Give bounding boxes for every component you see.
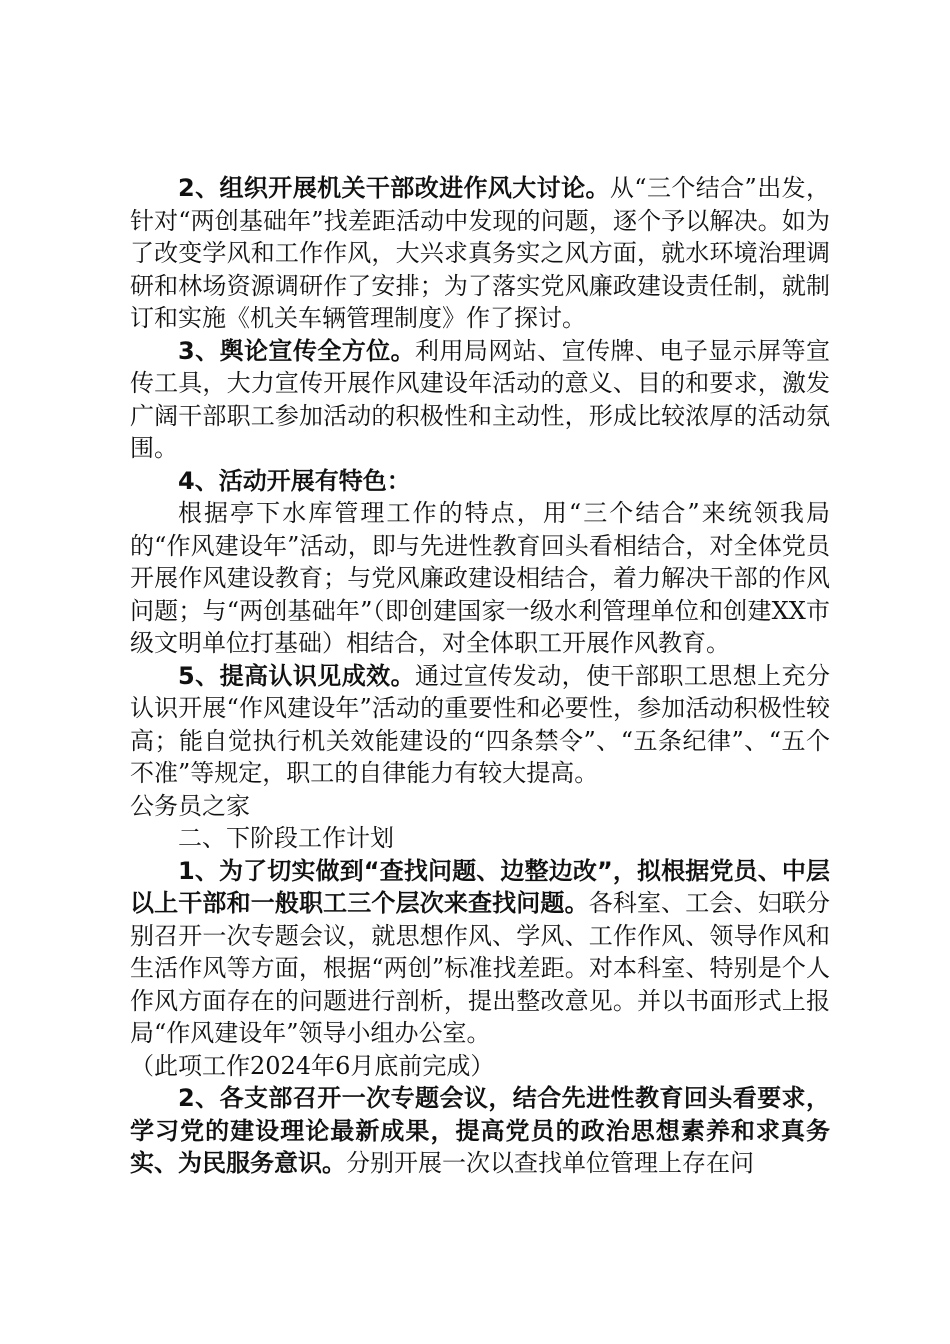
text-features: 根据亭下水库管理工作的特点，用“三个结合”来统领我局的“作风建设年”活动，即与先进性教育回头看相结合，对全体党员开展作风建设教育；与党风廉政建设相结合，着力解决干部的作风问题；与“两创基础年”（即创建国家一级水利管理单位和创建XX市级文明单位打基础）相结合，对全体职工开展作风教育。 [130,499,830,657]
heading-publicity: 3、舆论宣传全方位。 [178,336,416,365]
heading-plan-2: 2、各支部召开一次专题会议，结合先进性教育回头看要求，学习党的建设理论最新成果，提高党员的政治思想素养和求真务实、为民服务意识。 [130,1084,830,1177]
paragraph-plan-2 [130,1082,830,1180]
paragraph-features [130,497,830,660]
paragraph-source-note [130,790,830,823]
paragraph-publicity [130,335,830,465]
text-section-title: 二、下阶段工作计划 [178,824,394,852]
heading-plan-1: 1、为了切实做到“查找问题、边整边改”，拟根据党员、中层以上干部和一般职工三个层次来查找问题。 [130,856,830,917]
text-discussion: 从“三个结合”出发，针对“两创基础年”找差距活动中发现的问题，逐个予以解决。如为了改变学风和工作作风，大兴求真务实之风方面，就水环境治理调研和林场资源调研作了安排；为了落实党风廉政建设责任制，就制订和实施《机关车辆管理制度》作了探讨。 [130,174,830,332]
text-plan-1: 各科室、工会、妇联分别召开一次专题会议，就思想作风、学风、工作作风、领导作风和生活作风等方面，根据“两创”标准找差距。对本科室、特别是个人作风方面存在的问题进行剖析，提出整改意见。并以书面形式上报局“作风建设年”领导小组办公室。 [130,889,831,1047]
heading-results: 5、提高认识见成效。 [178,661,416,690]
text-source-note: 公务员之家 [130,791,250,820]
text-publicity: 利用局网站、宣传牌、电子显示屏等宣传工具，大力宣传开展作风建设年活动的意义、目的和要求，激发广阔干部职工参加活动的积极性和主动性，形成比较浓厚的活动氛围。 [130,336,830,462]
paragraph-plan-1 [130,855,830,1050]
text-plan-2: 分别开展一次以查找单位管理上存在问 [346,1149,754,1177]
text-deadline-note: （此项工作2024年6月底前完成） [130,1051,495,1080]
paragraph-deadline-note [130,1050,830,1083]
paragraph-features-heading [130,465,830,498]
document-page [130,172,830,1180]
paragraph-results [130,660,830,790]
heading-features: 4、活动开展有特色： [178,466,411,495]
heading-discussion: 2、组织开展机关干部改进作风大讨论。 [178,174,610,202]
paragraph-discussion [130,172,830,335]
section-title-next-plan [130,822,830,855]
text-results: 通过宣传发动，使干部职工思想上充分认识开展“作风建设年”活动的重要性和必要性，参加活动积极性较高；能自觉执行机关效能建设的“四条禁令”、“五条纪律”、“五个不准”等规定，职工的自律能力有较大提高。 [130,661,830,787]
